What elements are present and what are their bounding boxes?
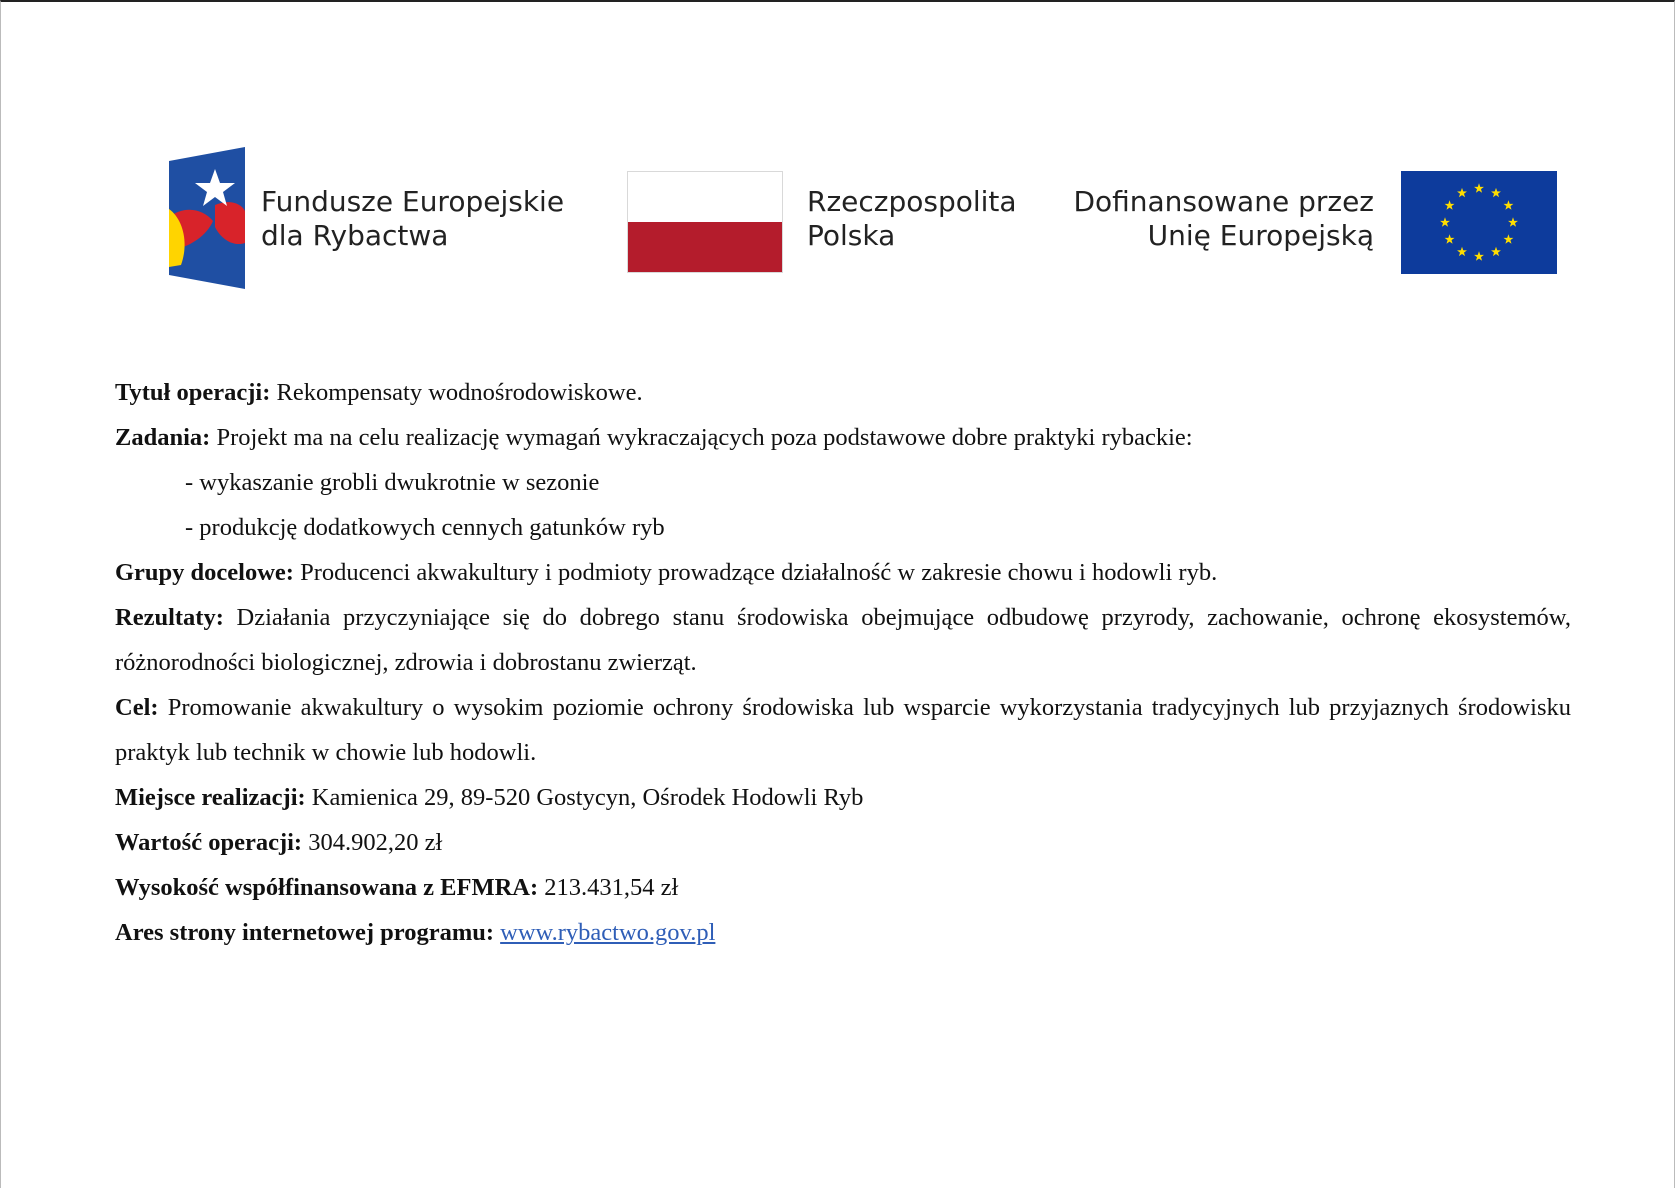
detail-label: Wartość operacji:	[115, 829, 303, 856]
detail-label: Tytuł operacji:	[115, 379, 271, 406]
rp-logo-line2: Polska	[807, 219, 896, 252]
rp-logo-line1: Rzeczpospolita	[807, 185, 1017, 218]
detail-tasks-row	[115, 415, 1571, 460]
detail-value: Projekt ma na celu realizację wymagań wykraczających poza podstawowe dobre praktyki rybackie:	[216, 424, 1193, 451]
polish-flag-red-stripe	[628, 222, 782, 272]
detail-value: Promowanie akwakultury o wysokim poziomie ochrony środowiska lub wsparcie wykorzystania tradycyjnych lub przyjaznych środowisku praktyk lub technik w chowie lub hodowli.	[115, 694, 1572, 766]
fe-logo-line2: dla Rybactwa	[261, 219, 449, 252]
detail-value: Kamienica 29, 89-520 Gostycyn, Ośrodek Hodowli Ryb	[311, 784, 864, 811]
rp-logo-text	[807, 185, 1017, 253]
detail-value-row	[115, 820, 1571, 865]
detail-label: Grupy docelowe:	[115, 559, 294, 586]
detail-title-row	[115, 370, 1571, 415]
logo-strip	[161, 147, 1561, 292]
eu-flag-icon	[1401, 171, 1557, 274]
detail-label: Wysokość współfinansowana z EFMRA:	[115, 874, 539, 901]
detail-label: Miejsce realizacji:	[115, 784, 306, 811]
fe-logo-text	[261, 185, 564, 253]
fe-star-flag-icon	[169, 147, 245, 289]
polish-flag-white-stripe	[628, 172, 782, 222]
detail-label: Ares strony internetowej programu:	[115, 919, 495, 946]
detail-website-row	[115, 910, 1571, 955]
detail-value: 213.431,54 zł	[544, 874, 679, 901]
detail-value: Działania przyczyniające się do dobrego stanu środowiska obejmujące odbudowę przyrody, zachowanie, ochronę ekosystemów, różnorodności biologicznej, zdrowia i dobrostanu zwierząt.	[115, 604, 1572, 676]
detail-results-row	[115, 595, 1571, 685]
detail-groups-row	[115, 550, 1571, 595]
detail-cofinance-row	[115, 865, 1571, 910]
detail-label: Zadania:	[115, 424, 211, 451]
polish-flag-icon	[627, 171, 783, 273]
detail-label: Rezultaty:	[115, 604, 224, 631]
detail-place-row	[115, 775, 1571, 820]
operation-details	[115, 370, 1571, 955]
detail-value: Rekompensaty wodnośrodowiskowe.	[276, 379, 643, 406]
fe-logo-line1: Fundusze Europejskie	[261, 185, 565, 218]
ue-logo-line1: Dofinansowane przez	[1073, 185, 1374, 218]
website-link[interactable]: www.rybactwo.gov.pl	[500, 919, 716, 946]
ue-logo-text	[1073, 185, 1374, 253]
detail-value: 304.902,20 zł	[308, 829, 443, 856]
detail-goal-row	[115, 685, 1571, 775]
task-list-item: - produkcję dodatkowych cennych gatunków ryb	[185, 514, 665, 541]
task-list-item: - wykaszanie grobli dwukrotnie w sezonie	[185, 469, 600, 496]
ue-logo-line2: Unię Europejską	[1147, 219, 1374, 252]
detail-label: Cel:	[115, 694, 159, 721]
detail-value: Producenci akwakultury i podmioty prowadzące działalność w zakresie chowu i hodowli ryb.	[300, 559, 1218, 586]
